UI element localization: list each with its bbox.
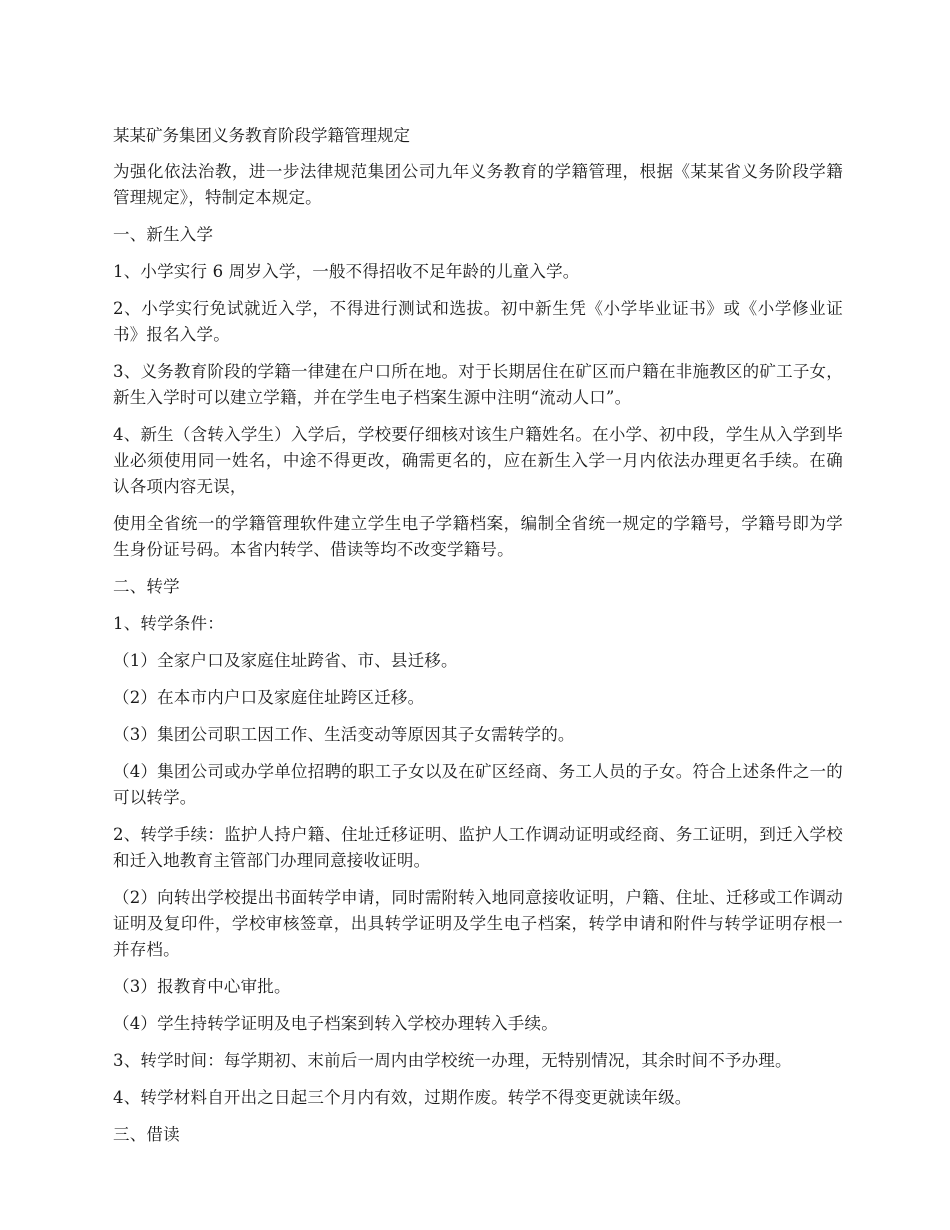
document-page xyxy=(113,123,843,1159)
paragraph: 3、义务教育阶段的学籍一律建在户口所在地。对于长期居住在矿区而户籍在非施教区的矿工子女，新生入学时可以建立学籍，并在学生电子档案生源中注明“流动人口”。 xyxy=(113,362,843,407)
paragraph: 2、转学手续：监护人持户籍、住址迁移证明、监护人工作调动证明或经商、务工证明，到迁入学校和迁入地教育主管部门办理同意接收证明。 xyxy=(113,825,843,870)
paragraph: 4、转学材料自开出之日起三个月内有效，过期作废。转学不得变更就读年级。 xyxy=(113,1088,692,1107)
paragraph: 使用全省统一的学籍管理软件建立学生电子学籍档案，编制全省统一规定的学籍号，学籍号即为学生身份证号码。本省内转学、借读等均不改变学籍号。 xyxy=(113,514,843,559)
section-heading-transfer: 二、转学 xyxy=(113,577,180,596)
paragraph: 1、小学实行 6 周岁入学，一般不得招收不足年龄的儿童入学。 xyxy=(113,262,580,281)
paragraph: （4）学生持转学证明及电子档案到转入学校办理转入手续。 xyxy=(113,1014,558,1033)
paragraph: 3、转学时间：每学期初、末前后一周内由学校统一办理，无特别情况，其余时间不予办理。 xyxy=(113,1051,792,1070)
paragraph: （4）集团公司或办学单位招聘的职工子女以及在矿区经商、务工人员的子女。符合上述条件之一的可以转学。 xyxy=(113,762,843,807)
paragraph: （2）在本市内户口及家庭住址跨区迁移。 xyxy=(113,688,425,707)
section-heading-borrowed-study: 三、借读 xyxy=(113,1125,180,1144)
paragraph: （2）向转出学校提出书面转学申请，同时需附转入地同意接收证明，户籍、住址、迁移或工作调动证明及复印件，学校审核签章，出具转学证明及学生电子档案，转学申请和附件与转学证明存根一并存档。 xyxy=(113,888,843,959)
paragraph: 1、转学条件： xyxy=(113,614,224,633)
paragraph: 2、小学实行免试就近入学，不得进行测试和选拔。初中新生凭《小学毕业证书》或《小学修业证书》报名入学。 xyxy=(113,299,843,344)
paragraph: （3）报教育中心审批。 xyxy=(113,977,291,996)
section-heading-new-enrollment: 一、新生入学 xyxy=(113,225,214,244)
paragraph: （3）集团公司职工因工作、生活变动等原因其子女需转学的。 xyxy=(113,725,575,744)
paragraph-intro: 为强化依法治教，进一步法律规范集团公司九年义务教育的学籍管理，根据《某某省义务阶段学籍管理规定》，特制定本规定。 xyxy=(113,162,843,207)
document-title: 某某矿务集团义务教育阶段学籍管理规定 xyxy=(113,126,410,145)
paragraph: （1）全家户口及家庭住址跨省、市、县迁移。 xyxy=(113,651,458,670)
paragraph: 4、新生（含转入学生）入学后，学校要仔细核对该生户籍姓名。在小学、初中段，学生从入学到毕业必须使用同一姓名，中途不得更改，确需更名的，应在新生入学一月内依法办理更名手续。在确认各项内容无误， xyxy=(113,425,843,496)
